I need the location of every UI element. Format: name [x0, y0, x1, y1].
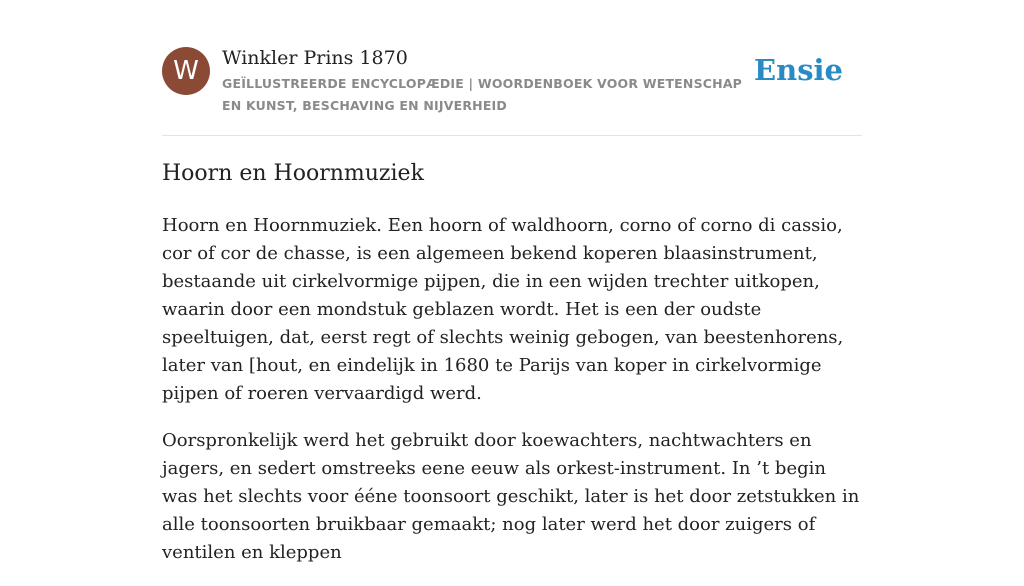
article-paragraph: Hoorn en Hoornmuziek. Een hoorn of waldhoorn, corno of corno di cassio, cor of cor de chasse, is een algemeen bekend koperen blaasinstrument, bestaande uit cirkelvormige pijpen, die in een wijden trechter uitkopen, waarin door een mondstuk geblazen wordt. Het is een der oudste speeltuigen, dat, eerst regt of slechts weinig gebogen, van beestenhorens, later van [hout, en eindelijk in 1680 te Parijs van koper in cirkelvormige pijpen of roeren vervaardigd werd.	[162, 215, 844, 404]
avatar[interactable]: W	[162, 47, 210, 95]
article-body	[162, 212, 862, 586]
header-divider	[162, 135, 862, 136]
page	[162, 0, 862, 563]
brand-logo[interactable]: Ensie	[754, 53, 843, 87]
source-header	[162, 44, 862, 136]
article-paragraph: Oorspronkelijk werd het gebruikt door koewachters, nachtwachters en jagers, en sedert omstreeks eene eeuw als orkest-instrument. In ’t begin was het slechts voor ééne toonsoort geschikt, later is het door zetstukken in alle toonsoorten bruikbaar gemaakt; nog later werd het door zuigers of ventilen en kleppen	[162, 430, 860, 563]
article-title: Hoorn en Hoornmuziek	[162, 161, 424, 186]
source-subtitle: GEÏLLUSTREERDE ENCYCLOPÆDIE | WOORDENBOEK VOOR WETENSCHAP EN KUNST, BESCHAVING EN NIJVERHEID	[222, 76, 743, 113]
source-title[interactable]: Winkler Prins 1870	[222, 47, 408, 69]
